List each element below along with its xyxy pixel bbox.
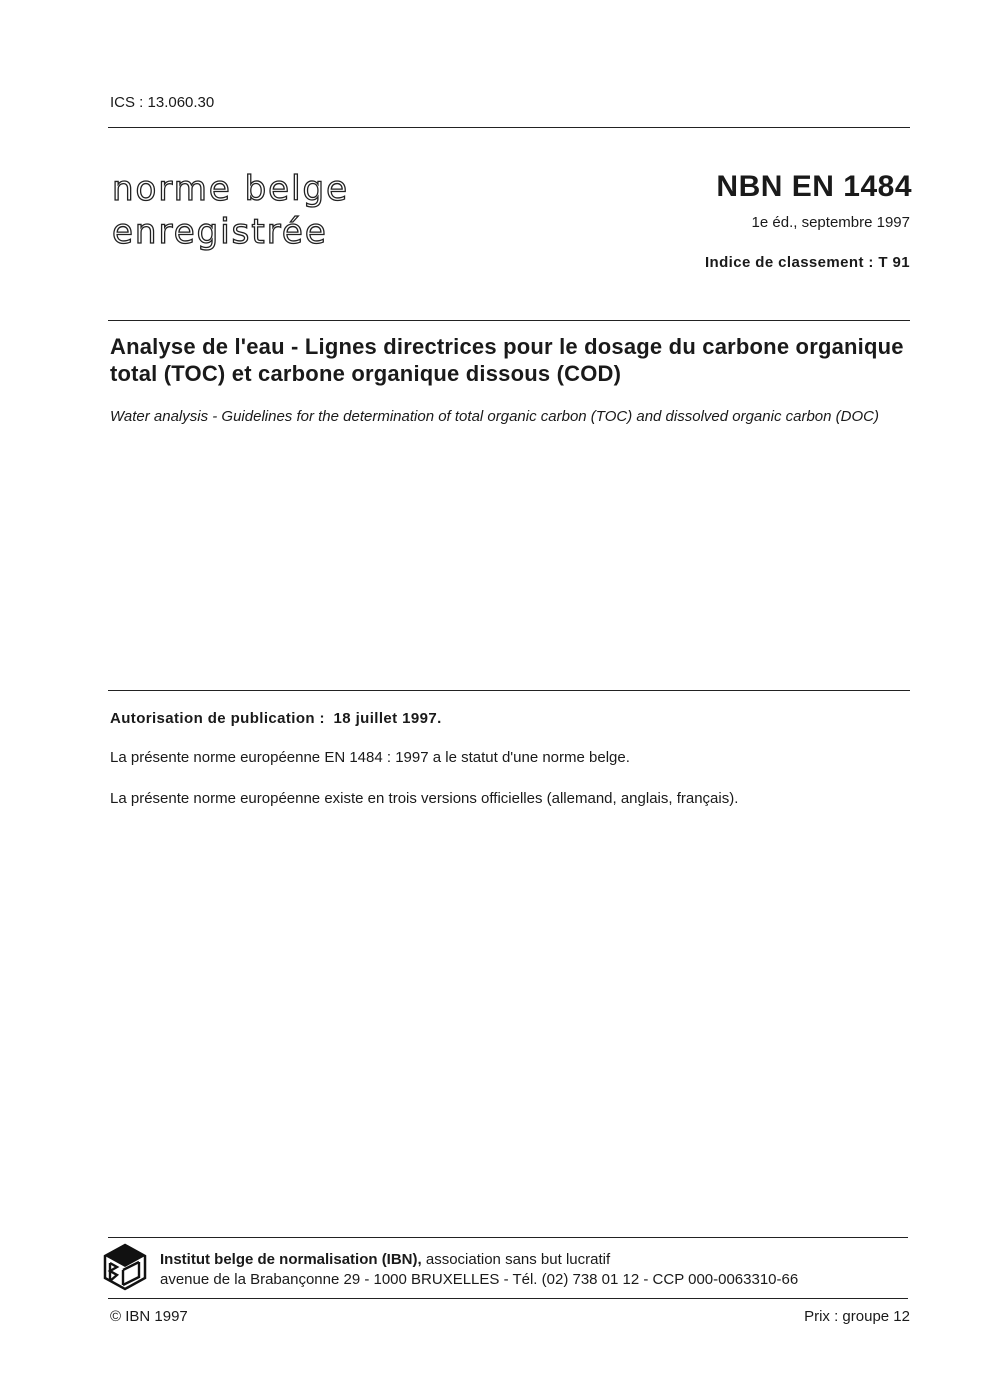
authorization-line	[110, 710, 442, 727]
footer-bottom-rule	[108, 1298, 908, 1299]
authorization-label: Autorisation de publication :	[110, 710, 325, 727]
versions-paragraph: La présente norme européenne existe en trois versions officielles (allemand, anglais, français).	[110, 790, 739, 807]
authorization-date: 18 juillet 1997.	[333, 710, 442, 727]
institute-address: avenue de la Brabançonne 29 - 1000 BRUXELLES - Tél. (02) 738 01 12 - CCP 000-0063310-66	[160, 1271, 799, 1288]
institute-name: Institut belge de normalisation (IBN),	[160, 1251, 422, 1268]
title-english: Water analysis - Guidelines for the determination of total organic carbon (TOC) and dissolved organic carbon (DOC)	[110, 408, 879, 425]
copyright: © IBN 1997	[110, 1308, 188, 1325]
authorization-rule	[108, 690, 910, 691]
ics-code: ICS : 13.060.30	[110, 94, 215, 111]
institute-block	[160, 1250, 798, 1290]
price-group: Prix : groupe 12	[804, 1308, 910, 1325]
header-rule	[108, 127, 910, 128]
title-rule	[108, 320, 910, 321]
classification-index: Indice de classement : T 91	[704, 254, 910, 271]
brand-line-2: enregistrée	[112, 212, 328, 252]
edition-date: 1e éd., septembre 1997	[751, 214, 910, 231]
standard-number: NBN EN 1484	[716, 170, 912, 203]
status-paragraph: La présente norme européenne EN 1484 : 1997 a le statut d'une norme belge.	[110, 749, 630, 766]
ibn-logo-icon	[101, 1243, 149, 1291]
brand-line-1: norme belge	[112, 169, 350, 209]
norme-belge-brand	[112, 168, 349, 254]
title-french: Analyse de l'eau - Lignes directrices pour le dosage du carbone organique total (TOC) et carbone organique dissous (COD)	[110, 334, 904, 386]
footer-top-rule	[108, 1237, 908, 1238]
institute-line	[160, 1250, 798, 1270]
institute-status: association sans but lucratif	[421, 1251, 611, 1268]
